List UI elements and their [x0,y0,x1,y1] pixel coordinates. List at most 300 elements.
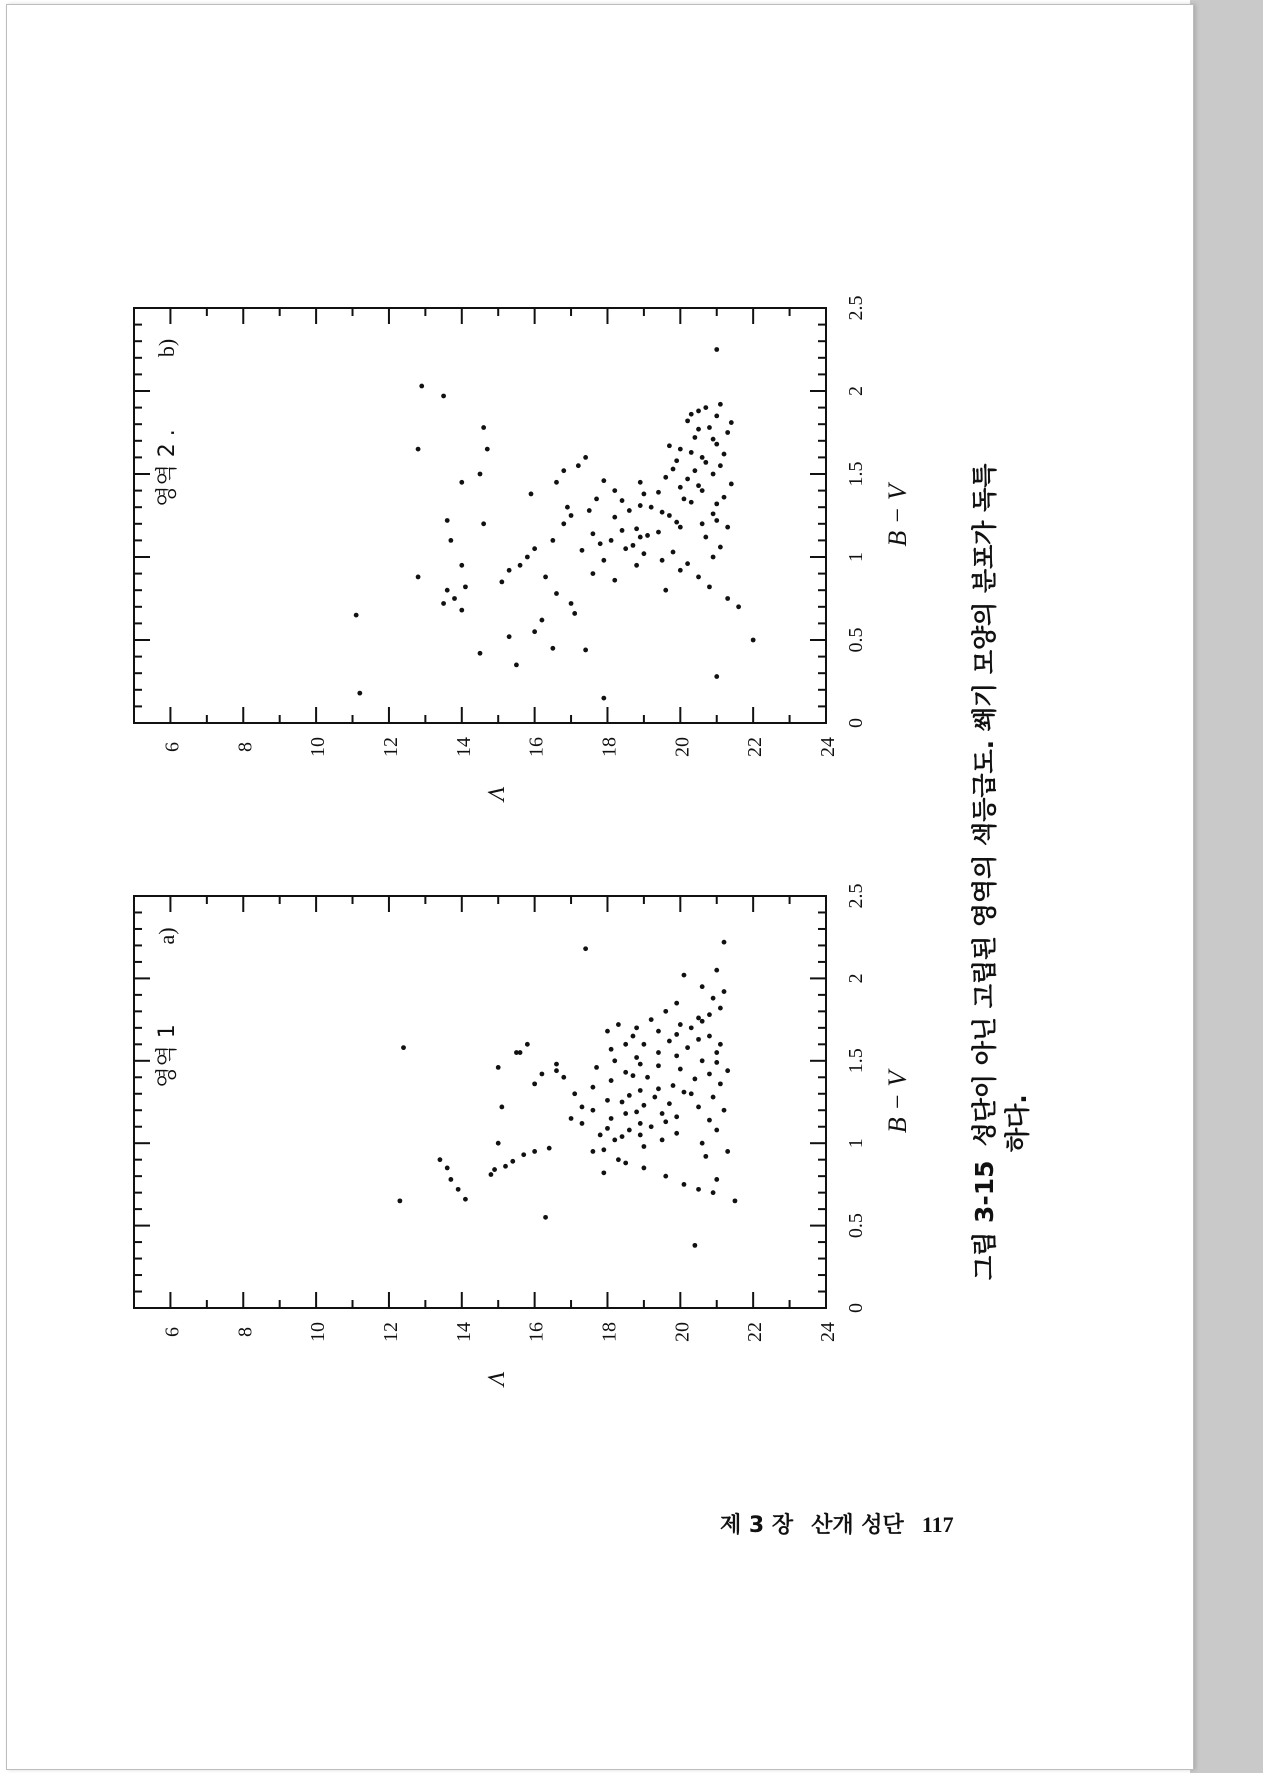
data-point [591,1085,596,1090]
data-point [459,608,464,613]
data-point [638,1121,643,1126]
data-point [678,568,683,573]
data-point [703,460,708,465]
data-point [445,588,450,593]
data-point [641,1166,646,1171]
page-number: 117 [921,1512,954,1537]
x-axis-label: B − V [883,1070,912,1134]
plot-frame [134,896,826,1308]
bv-tick-label: 1.5 [845,1048,867,1074]
plot-frame [134,308,826,723]
data-point [714,968,719,973]
panel-label: a) [154,927,179,945]
data-point [656,1029,661,1034]
data-point [645,533,650,538]
data-point [510,1159,515,1164]
data-point [689,1025,694,1030]
bv-tick-label: 2.5 [845,883,867,909]
data-point [685,418,690,423]
data-point [543,575,548,580]
data-point [580,548,585,553]
data-point [707,1034,712,1039]
data-point [638,480,643,485]
data-point [660,558,665,563]
data-point [660,1111,665,1116]
data-point [660,510,665,515]
data-point [689,450,694,455]
x-axis-label: B − V [883,484,912,547]
data-point [722,495,727,500]
data-point [674,458,679,463]
data-point [718,1042,723,1047]
data-point [649,1017,654,1022]
data-point [623,546,628,551]
data-point [696,575,701,580]
data-point [638,1062,643,1067]
data-point [583,455,588,460]
data-point [667,513,672,518]
data-point [696,1016,701,1021]
bv-tick-label: 1 [845,552,867,562]
data-point [591,531,596,536]
chart-panel-b [134,296,912,803]
data-point [725,430,730,435]
data-point [696,409,701,414]
data-point [612,515,617,520]
data-point [605,1029,610,1034]
data-point [656,1086,661,1091]
data-point [634,563,639,568]
data-point [561,521,566,526]
data-point [667,1039,672,1044]
data-point [572,611,577,616]
data-point [525,1042,530,1047]
y-axis-label: V [482,785,508,801]
data-point [561,1075,566,1080]
v-tick-label: 12 [379,1322,402,1342]
data-point [714,1128,719,1133]
data-point [641,1042,646,1047]
data-point [507,568,512,573]
data-point [601,696,606,701]
data-point [641,1144,646,1149]
bv-tick-label: 1.5 [845,461,867,487]
data-point [518,1050,523,1055]
data-point [401,1045,406,1050]
data-point [532,546,537,551]
data-point [663,1119,668,1124]
data-point [496,1065,501,1070]
data-point [620,1134,625,1139]
bv-tick-label: 0 [845,1303,867,1313]
data-point [561,468,566,473]
data-point [591,571,596,576]
data-point [671,1083,676,1088]
data-point [569,513,574,518]
data-point [733,1198,738,1203]
data-point [711,437,716,442]
y-axis-label: V [482,1370,508,1386]
data-point [456,1187,461,1192]
data-point [667,443,672,448]
data-point [641,551,646,556]
data-point [674,1114,679,1119]
v-tick-label: 22 [744,1322,767,1342]
data-point [634,1109,639,1114]
data-point [714,1050,719,1055]
data-point [445,518,450,523]
data-point [580,1105,585,1110]
data-point [529,492,534,497]
data-point [489,1172,494,1177]
v-tick-label: 6 [161,742,184,752]
data-point [718,402,723,407]
data-point [438,1157,443,1162]
data-point [631,1034,636,1039]
data-point [649,505,654,510]
data-point [641,492,646,497]
data-point [591,1108,596,1113]
v-tick-label: 8 [234,1327,257,1337]
data-point [507,634,512,639]
data-point [445,1166,450,1171]
data-point [689,412,694,417]
data-point [478,651,483,656]
data-point [685,477,690,482]
data-point [714,1177,719,1182]
v-tick-label: 12 [379,737,402,757]
data-point [700,521,705,526]
data-point [674,1053,679,1058]
data-point [634,526,639,531]
data-point [682,1090,687,1095]
data-point [652,1095,657,1100]
data-point [623,1161,628,1166]
data-point [703,535,708,540]
page-footer [720,1508,954,1539]
caption-label: 그림 3-15 [970,1160,999,1280]
data-point [700,455,705,460]
data-point [496,1141,501,1146]
v-tick-label: 14 [452,1322,475,1342]
data-point [696,427,701,432]
data-point [751,638,756,643]
data-point [711,555,716,560]
data-point [554,1062,559,1067]
data-point [656,1050,661,1055]
data-point [478,472,483,477]
data-point [660,1138,665,1143]
data-point [722,1108,727,1113]
data-point [609,1047,614,1052]
data-point [700,1141,705,1146]
data-point [714,442,719,447]
v-tick-label: 16 [525,1322,548,1342]
data-point [663,1174,668,1179]
data-point [627,1128,632,1133]
data-point [540,1072,545,1077]
data-point [674,520,679,525]
data-point [682,973,687,978]
data-point [678,447,683,452]
data-point [656,490,661,495]
data-point [674,1131,679,1136]
data-point [671,550,676,555]
data-point [485,447,490,452]
data-point [554,480,559,485]
data-point [671,467,676,472]
data-point [609,1116,614,1121]
data-point [634,1055,639,1060]
data-point [725,1149,730,1154]
v-tick-label: 18 [598,1322,621,1342]
data-point [718,463,723,468]
bv-tick-label: 2 [845,973,867,984]
data-point [725,596,730,601]
data-point [692,1243,697,1248]
data-point [525,555,530,560]
data-point [441,394,446,399]
data-point [459,480,464,485]
data-point [397,1198,402,1203]
footer-title: 산개 성단 [811,1513,904,1538]
data-point [569,1116,574,1121]
data-point [481,425,486,430]
data-point [696,1105,701,1110]
data-point [722,989,727,994]
data-point [594,497,599,502]
data-point [543,1215,548,1220]
data-point [627,1093,632,1098]
data-point [623,1111,628,1116]
data-point [692,1077,697,1082]
data-point [692,435,697,440]
data-point [663,475,668,480]
data-point [638,535,643,540]
caption-text-line-2: 하다. [1003,1094,1032,1152]
data-point [674,1032,679,1037]
data-point [598,1133,603,1138]
data-point [696,483,701,488]
data-point [463,584,468,589]
data-point [540,618,545,623]
data-point [718,545,723,550]
data-point [703,1154,708,1159]
data-point [638,1133,643,1138]
v-tick-label: 20 [671,737,694,757]
data-point [521,1152,526,1157]
data-point [711,511,716,516]
data-point [707,1012,712,1017]
data-point [503,1164,508,1169]
data-point [725,1068,730,1073]
data-point [645,1075,650,1080]
data-point [707,1118,712,1123]
bv-tick-label: 0.5 [845,627,867,653]
data-point [492,1167,497,1172]
data-point [714,501,719,506]
data-point [354,613,359,618]
v-tick-label: 16 [525,737,548,757]
data-point [714,518,719,523]
data-point [499,1105,504,1110]
footer-chapter: 제 3 장 [720,1513,794,1538]
data-point [703,405,708,410]
data-point [612,1058,617,1063]
data-point [678,525,683,530]
data-point [532,1149,537,1154]
data-point [678,1022,683,1027]
bv-tick-label: 2.5 [845,295,867,321]
bv-tick-label: 0 [845,718,867,728]
data-point [612,488,617,493]
data-point [722,940,727,945]
data-point [357,691,362,696]
data-point [725,525,730,530]
data-point [678,485,683,490]
data-point [591,1149,596,1154]
data-point [685,1045,690,1050]
data-point [656,1063,661,1068]
data-point [631,543,636,548]
data-point [718,1081,723,1086]
data-point [609,538,614,543]
data-point [587,508,592,513]
data-point [605,1098,610,1103]
data-point [565,505,570,510]
data-point [448,1177,453,1182]
data-point [696,1037,701,1042]
v-tick-label: 8 [234,742,257,752]
data-point [700,488,705,493]
data-point [594,1065,599,1070]
data-point [711,1095,716,1100]
v-tick-label: 10 [307,1322,330,1342]
region-label: 영역 2 . [155,429,180,507]
chart-panel-a [134,884,912,1388]
data-point [416,447,421,452]
data-point [612,1138,617,1143]
data-point [499,580,504,585]
data-point [689,1091,694,1096]
data-point [656,530,661,535]
panel-label: b) [154,338,179,358]
data-point [550,538,555,543]
data-point [638,503,643,508]
data-point [663,588,668,593]
v-tick-label: 6 [161,1327,184,1337]
data-point [623,1042,628,1047]
data-point [601,1147,606,1152]
data-point [685,561,690,566]
v-tick-label: 10 [307,737,330,757]
data-point [569,601,574,606]
data-point [459,563,464,568]
data-point [554,591,559,596]
data-point [707,584,712,589]
data-point [583,648,588,653]
data-point [481,521,486,526]
data-point [609,1078,614,1083]
data-point [714,674,719,679]
data-point [416,575,421,580]
v-tick-label: 20 [671,1322,694,1342]
data-point [441,601,446,606]
v-tick-label: 18 [598,737,621,757]
region-label: 영역 1 [155,1024,180,1088]
data-point [598,541,603,546]
data-point [714,1060,719,1065]
data-point [700,1019,705,1024]
data-point [696,1187,701,1192]
data-point [616,1157,621,1162]
data-point [678,1067,683,1072]
data-point [532,1081,537,1086]
data-point [641,1103,646,1108]
data-point [620,498,625,503]
data-point [634,1025,639,1030]
v-tick-label: 14 [452,737,475,757]
data-point [631,1073,636,1078]
data-point [623,1070,628,1075]
data-point [576,463,581,468]
data-point [448,538,453,543]
data-point [674,1001,679,1006]
data-point [711,1190,716,1195]
data-point [714,414,719,419]
data-point [729,420,734,425]
v-tick-label: 22 [744,737,767,757]
data-point [663,1009,668,1014]
data-point [514,663,519,668]
data-point [616,1022,621,1027]
data-point [550,646,555,651]
data-point [718,1006,723,1011]
v-tick-label: 24 [817,1322,839,1342]
data-point [638,1088,643,1093]
data-point [532,629,537,634]
data-point [714,347,719,352]
data-point [736,604,741,609]
data-point [627,508,632,513]
data-point [722,452,727,457]
bv-tick-label: 1 [845,1138,867,1149]
data-point [729,482,734,487]
data-point [605,1126,610,1131]
data-point [682,497,687,502]
data-point [682,1182,687,1187]
data-point [667,1101,672,1106]
data-point [601,478,606,483]
data-point [711,996,716,1001]
data-point [707,425,712,430]
data-point [620,1100,625,1105]
data-point [692,468,697,473]
data-point [583,946,588,951]
data-point [463,1197,468,1202]
caption-text-line-1: 성단이 아닌 고립된 영역의 색등급도. 쐐기 모양의 분포가 독특 [970,463,999,1147]
data-point [620,528,625,533]
bv-tick-label: 2 [845,386,867,396]
data-point [707,1072,712,1077]
data-point [554,1068,559,1073]
data-point [700,1058,705,1063]
data-point [572,1091,577,1096]
v-tick-label: 24 [817,737,839,757]
data-point [649,1124,654,1129]
data-point [580,1121,585,1126]
data-point [518,563,523,568]
